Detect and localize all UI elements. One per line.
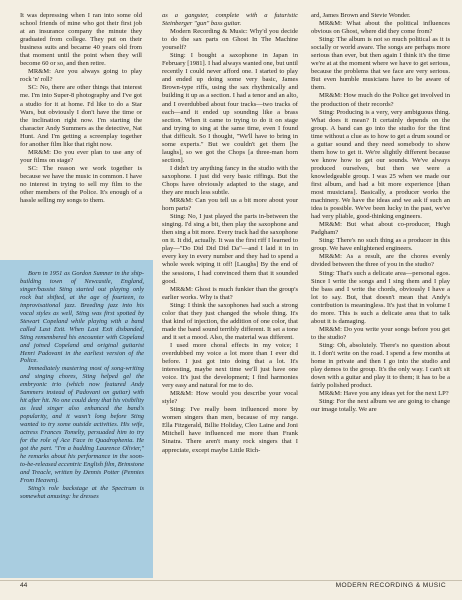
answer-paragraph: SC: No, there are other things that interest me. I'm into Super-8 photography and I've got a studio for it at home. I'd like to do a Star Wars, but obviously I don't have the time or the inclination right now. I'm starting the character Andy Summers as the detective, Nat Hunt. And I'm getting a screenplay together for another film like that right now. bbox=[20, 84, 142, 148]
question-paragraph: MR&M: Do you write your songs before you get to the studio? bbox=[311, 325, 450, 341]
question-paragraph: MR&M: Can you tell us a bit more about your horn parts? bbox=[162, 197, 298, 213]
bio-paragraph: Immediately mastering most of song-writing and singing chores, Sting helped gel the embryonic trio (which now featured Andy Summers instead of Padovani on guitar) with hit after hit. No one could deny that his visibility as lead singer also enhanced the band's popularity, and it wasn't long before Sting wanted to try some outside activities. His wife, actress Frances Tomelty, persuaded him to try for the role of Ace Face in Quadrophenia. He got the part. "I'm a budding Laurence Olivier," he remarks about his performance in the soon-to-be-released eccentric English film, Brimstone and Treacle, written by Dennis Potter (Pennies From Heaven). bbox=[20, 365, 144, 484]
bio-paragraph: Born in 1951 as Gordon Sumner in the ship-building town of Newcastle, England, singer/bassist Sting started out playing only rock but shifted, at the age of fourteen, to improvisational jazz. Breeding jazz into his vocal styles as well, Sting was first spotted by Stewart Copeland while playing with a band called Last Exit. When Last Exit disbanded, Sting remembered his encounter with Copeland and joined Copeland and original guitarist Henri Padovani in the earliest version of the Police. bbox=[20, 270, 144, 365]
answer-paragraph: Sting: I bought a saxophone in Japan in February [1981]. I had always wanted one, but until recently I could never afford one. I started to play and ended up doing some very basic, James Brown-type riffs, using the sax rhythmically and building it up as a section. I had a tenor and an alto, and I overdubbed about four tracks—two tracks of each—and it ended up sounding like a brass section. When it came to trying to do it on stage and trying to sing at the same time, even I found that difficult. So I thought, "We'll have to bring in some experts." But we couldn't get them [he laughs], so we got the Chops [a three-man horn section]. bbox=[162, 52, 298, 164]
answer-paragraph: Sting: I think the saxophones had such a strong color that they just changed the whole thing. It's that kind of injection, the addition of one color, that made the band sound terribly different. It set a tone and it set a mood. Also, the material was different. bbox=[162, 301, 298, 341]
answer-paragraph: Sting: That's such a delicate area—personal egos. Since I write the songs and I sing them and I play the bass and I write the chords, obviously I have a lot to say. But, that doesn't mean that Andy's contribution is meaningless. It's just that in volume I do more. This is such a delicate area that to talk about it is damaging. bbox=[311, 269, 450, 325]
answer-paragraph: Sting: I've really been influenced more by women singers than men, because of my range. Ella Fitzgerald, Billie Holiday, Cleo Laine and Joni Mitchell have influenced me more than Frank Sinatra. There aren't many rock singers that I appreciate, except maybe Little Rich- bbox=[162, 406, 298, 454]
answer-paragraph: Sting: No, I just played the parts in-between the singing. I'd sing a bit, then play the saxophone and then sing a bit more. Every track had the saxophone on it. It did, actually. It was the first riff I learned to play—"Do Did Did Did Da"—and I laid it in in every key in every number and they had to spend a whole week wiping it off! [Laughs] By the end of the sessions, I had convinced them that it sounded good. bbox=[162, 213, 298, 285]
answer-paragraph: Sting: Oh, absolutely. There's no question about it. I don't write on the road. I spend a few months at home in private and then I go into the studio and play demos to the group. It's the only way. I can't sit down with a guitar and play it to them; it has to be a fairly polished product. bbox=[311, 341, 450, 390]
bio-paragraph: Sting's role backstage at the Spectrum is somewhat amusing: he dresses bbox=[20, 484, 144, 500]
bio-continuation: as a gangster, complete with a futuristic Steinberger "gun" bass guitar. bbox=[162, 12, 298, 28]
magazine-title: MODERN RECORDING & MUSIC bbox=[335, 582, 446, 589]
question-paragraph: MR&M: Are you always going to play rock 'n' roll? bbox=[20, 68, 142, 84]
page-number: 44 bbox=[20, 582, 28, 589]
column-middle bbox=[162, 12, 298, 455]
question-paragraph: Modern Recording & Music: Why'd you decide to do the sax parts on Ghost In The Machine yourself? bbox=[162, 28, 298, 52]
sting-bio-sidebar bbox=[20, 270, 144, 501]
question-paragraph: MR&M: Have you any ideas yet for the next LP? bbox=[319, 390, 449, 398]
question-paragraph: MR&M: What about the political influences obvious on Ghost, where did they come from? bbox=[311, 20, 450, 36]
answer-continuation: ard, James Brown and Stevie Wonder. bbox=[311, 12, 411, 19]
question-paragraph: MR&M: But what about co-producer, Hugh Padgham? bbox=[311, 221, 450, 237]
question-paragraph: MR&M: How would you describe your vocal style? bbox=[162, 390, 298, 406]
footer-rule bbox=[0, 580, 462, 581]
answer-paragraph: Sting: Producing is a very, very ambiguous thing. What does it mean? It certainly depends on the group. A band can go into the studio for the first time without a clue as to how to get a drum sound or a guitar sound and they need somebody to show them how to get it. We're slightly different because we know how to get our sounds. We've always produced ourselves, but then we were a knowledgeable group. I was 25 when we made our first album, and had a bit more experience [than most musicians]. Basically, a producer works the machinery. We have the ideas and we ask if such an idea is possible. We've been lucky in the past, we've had very pliable, good-thinking engineers. bbox=[311, 108, 450, 221]
answer-paragraph: I didn't try anything fancy in the studio with the saxophone. I just did very basic riffings. But the Chops have obviously adapted to the stage, and they are much less subtle. bbox=[162, 164, 298, 197]
answer-paragraph: SC: The reason we work together is because we have the music in common. I have no interest in trying to sell my film to the other members of the Police. It's enough of a hassle selling my songs to them. bbox=[20, 164, 142, 205]
answer-paragraph: Sting: For the next album we are going to change our image totally. We are bbox=[311, 398, 450, 414]
column-left bbox=[20, 12, 142, 205]
answer-paragraph: Sting: There's no such thing as a producer in this group. We have enlightened engineers. bbox=[311, 237, 450, 253]
question-paragraph: MR&M: Ghost is much funkier than the group's earlier works. Why is that? bbox=[162, 285, 298, 301]
page-footer bbox=[0, 580, 462, 594]
answer-paragraph: Sting: The album is not so much political as it is socially or world aware. The songs are perhaps more serious than ever, but then again I think it's the time we're at at the moment where we have to get serious, because the problems that we face are very serious. But even humble musicians have to be aware of them. bbox=[311, 36, 450, 92]
question-paragraph: MR&M: How much do the Police get involved in the production of their records? bbox=[311, 92, 450, 108]
answer-paragraph: I used more choral effects in my voice; I overdubbed my voice a lot more than I ever did before. I just got into doing that a lot. It's interesting, maybe next time we'll just have one voice. It's just the development; I find harmonies very easy and natural for me to do. bbox=[162, 341, 298, 390]
question-paragraph: MR&M: As a result, are the chores evenly divided between the three of you in the studio? bbox=[311, 253, 450, 269]
column-right bbox=[311, 12, 450, 414]
question-paragraph: MR&M: Do you ever plan to use any of your films on stage? bbox=[20, 148, 142, 164]
paragraph: It was depressing when I ran into some old school friends of mine who got their first job at an insurance company the minute they graduated from college. They put on their business suits and became 40 years old from that moment until the point when they will become 60 or so, and then retire. bbox=[20, 12, 142, 68]
